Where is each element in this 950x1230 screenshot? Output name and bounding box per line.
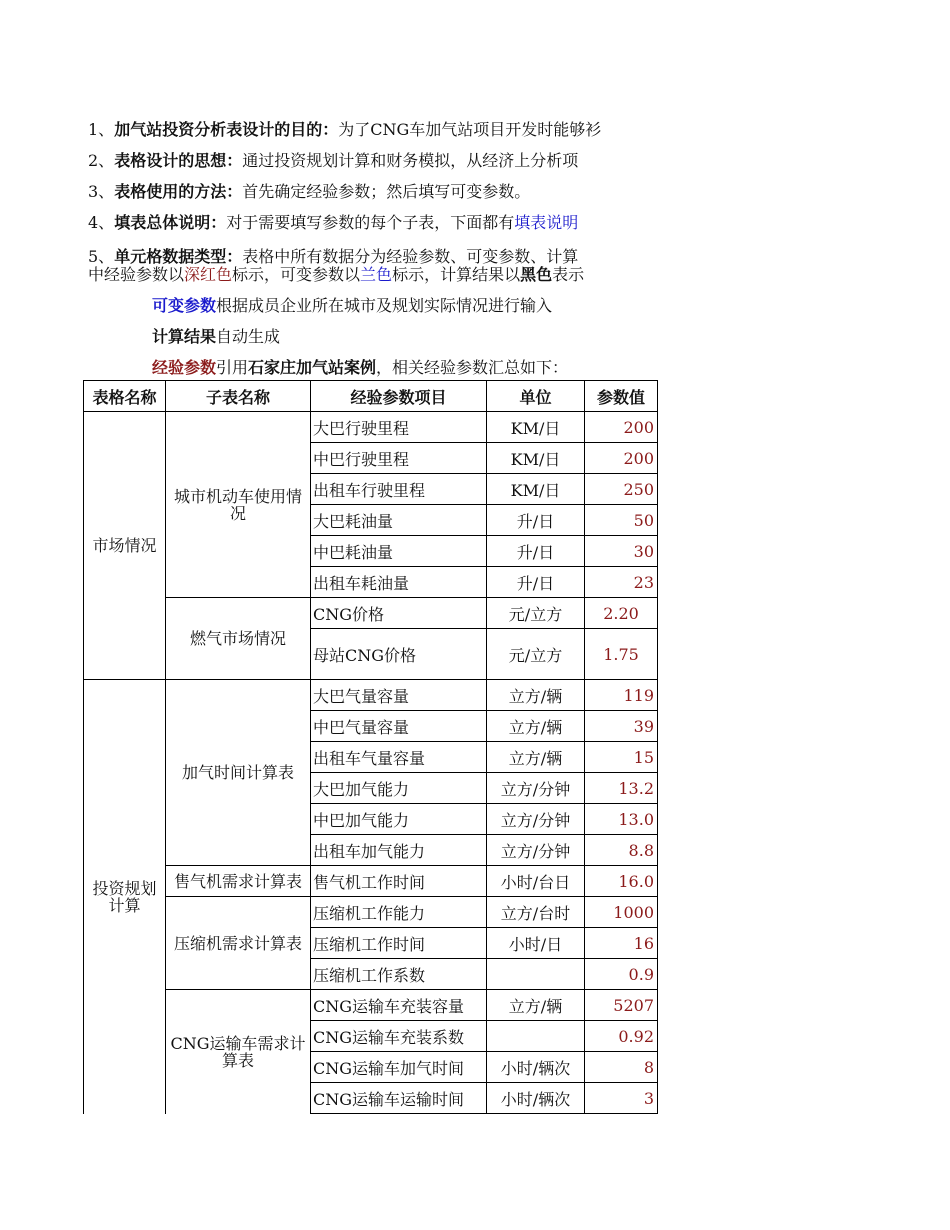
param-item: 压缩机工作能力 <box>311 897 487 928</box>
param-unit: 升/日 <box>487 567 585 598</box>
param-value[interactable]: 8 <box>585 1052 658 1083</box>
legend-experience: 经验参数引用石家庄加气站案例，相关经验参数汇总如下： <box>152 358 569 377</box>
param-item: 出租车行驶里程 <box>311 474 487 505</box>
param-item: 大巴耗油量 <box>311 505 487 536</box>
legend-variable: 可变参数根据成员企业所在城市及规划实际情况进行输入 <box>152 296 553 315</box>
param-unit: 小时/辆次 <box>487 1052 585 1083</box>
param-item: CNG运输车充装容量 <box>311 990 487 1021</box>
param-unit <box>487 959 585 990</box>
param-item: 售气机工作时间 <box>311 866 487 897</box>
subtable-compressor-demand: 压缩机需求计算表 <box>166 897 311 990</box>
param-value[interactable]: 1.75 <box>585 629 658 680</box>
table-row <box>84 598 658 629</box>
param-value[interactable]: 200 <box>585 443 658 474</box>
param-item: 压缩机工作系数 <box>311 959 487 990</box>
param-unit: KM/日 <box>487 474 585 505</box>
param-unit: KM/日 <box>487 443 585 474</box>
param-unit: 升/日 <box>487 536 585 567</box>
param-unit: 立方/分钟 <box>487 804 585 835</box>
param-item: 出租车耗油量 <box>311 567 487 598</box>
param-value[interactable]: 15 <box>585 742 658 773</box>
header-unit: 单位 <box>487 381 585 412</box>
param-value[interactable]: 13.2 <box>585 773 658 804</box>
param-item: 大巴气量容量 <box>311 680 487 711</box>
param-item: CNG运输车加气时间 <box>311 1052 487 1083</box>
fill-instructions-link[interactable]: 填表说明 <box>514 213 579 232</box>
param-unit: 立方/台时 <box>487 897 585 928</box>
param-value[interactable]: 16.0 <box>585 866 658 897</box>
param-value[interactable]: 0.9 <box>585 959 658 990</box>
param-value[interactable]: 50 <box>585 505 658 536</box>
header-parameter-item: 经验参数项目 <box>311 381 487 412</box>
header-subtable-name: 子表名称 <box>166 381 311 412</box>
param-unit: 小时/日 <box>487 928 585 959</box>
param-item: 出租车加气能力 <box>311 835 487 866</box>
param-unit: 立方/分钟 <box>487 773 585 804</box>
param-value[interactable]: 30 <box>585 536 658 567</box>
param-value[interactable]: 23 <box>585 567 658 598</box>
param-unit: 立方/分钟 <box>487 835 585 866</box>
param-item: 母站CNG价格 <box>311 629 487 680</box>
legend-calculated: 计算结果自动生成 <box>152 327 281 346</box>
header-table-name: 表格名称 <box>84 381 166 412</box>
note-2: 2、表格设计的思想：通过投资规划计算和财务模拟，从经济上分析项 <box>88 151 579 170</box>
subtable-dispenser-demand: 售气机需求计算表 <box>166 866 311 897</box>
group-investment-planning: 投资规划计算 <box>84 680 166 1114</box>
param-value[interactable]: 5207 <box>585 990 658 1021</box>
subtable-transport-demand: CNG运输车需求计算表 <box>166 990 311 1114</box>
param-item: CNG运输车充装系数 <box>311 1021 487 1052</box>
table-row <box>84 897 658 928</box>
note-3: 3、表格使用的方法：首先确定经验参数；然后填写可变参数。 <box>88 182 531 201</box>
param-value[interactable]: 16 <box>585 928 658 959</box>
param-value[interactable]: 39 <box>585 711 658 742</box>
param-unit: 立方/辆 <box>487 990 585 1021</box>
table-row <box>84 412 658 443</box>
param-item: 中巴耗油量 <box>311 536 487 567</box>
param-unit: 小时/辆次 <box>487 1083 585 1114</box>
param-unit: 立方/辆 <box>487 680 585 711</box>
param-value[interactable]: 0.92 <box>585 1021 658 1052</box>
note-1: 1、加气站投资分析表设计的目的：为了CNG车加气站项目开发时能够衫 <box>88 120 602 139</box>
param-value[interactable]: 119 <box>585 680 658 711</box>
param-value[interactable]: 13.0 <box>585 804 658 835</box>
param-value[interactable]: 1000 <box>585 897 658 928</box>
subtable-refuel-time: 加气时间计算表 <box>166 680 311 866</box>
param-item: CNG运输车运输时间 <box>311 1083 487 1114</box>
param-item: 压缩机工作时间 <box>311 928 487 959</box>
header-value: 参数值 <box>585 381 658 412</box>
param-value[interactable]: 2.20 <box>585 598 658 629</box>
param-unit: 立方/辆 <box>487 711 585 742</box>
param-unit: KM/日 <box>487 412 585 443</box>
param-item: 出租车气量容量 <box>311 742 487 773</box>
parameter-table <box>83 380 658 1114</box>
table-header-row <box>84 381 658 412</box>
param-unit <box>487 1021 585 1052</box>
param-value[interactable]: 200 <box>585 412 658 443</box>
param-unit: 小时/台日 <box>487 866 585 897</box>
param-value[interactable]: 8.8 <box>585 835 658 866</box>
param-unit: 元/立方 <box>487 598 585 629</box>
param-item: 中巴行驶里程 <box>311 443 487 474</box>
subtable-vehicle-usage: 城市机动车使用情况 <box>166 412 311 598</box>
param-unit: 元/立方 <box>487 629 585 680</box>
table-row <box>84 990 658 1021</box>
param-value[interactable]: 3 <box>585 1083 658 1114</box>
param-item: 大巴行驶里程 <box>311 412 487 443</box>
note-5-continued: 中经验参数以深红色标示，可变参数以兰色标示，计算结果以黑色表示 <box>88 265 585 284</box>
note-4: 4、填表总体说明：对于需要填写参数的每个子表，下面都有填表说明 <box>88 213 579 232</box>
param-item: CNG价格 <box>311 598 487 629</box>
param-unit: 立方/辆 <box>487 742 585 773</box>
param-unit: 升/日 <box>487 505 585 536</box>
param-item: 中巴气量容量 <box>311 711 487 742</box>
table-row <box>84 866 658 897</box>
param-item: 中巴加气能力 <box>311 804 487 835</box>
subtable-gas-market: 燃气市场情况 <box>166 598 311 680</box>
note-5: 5、单元格数据类型：表格中所有数据分为经验参数、可变参数、计算 <box>88 247 579 266</box>
group-market: 市场情况 <box>84 412 166 680</box>
param-value[interactable]: 250 <box>585 474 658 505</box>
param-item: 大巴加气能力 <box>311 773 487 804</box>
table-row <box>84 680 658 711</box>
